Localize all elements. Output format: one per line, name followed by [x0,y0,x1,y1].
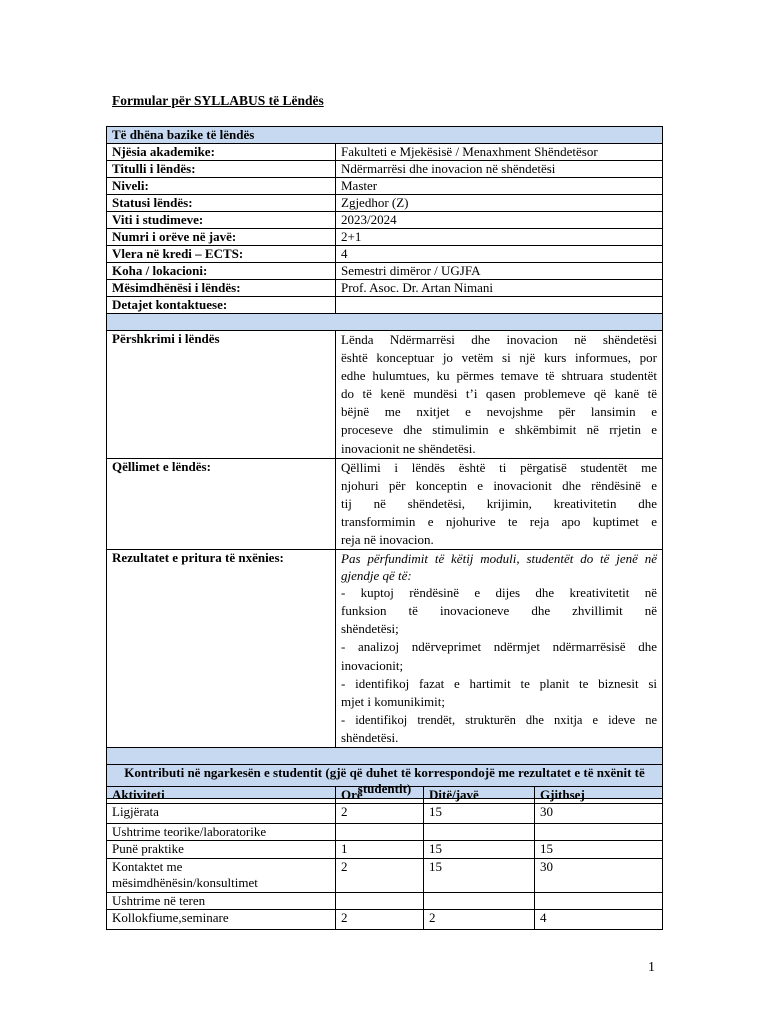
info-value-level: Master [336,178,663,195]
info-label-ects: Vlera në kredi – ECTS: [107,246,336,263]
info-label-lecturer: Mësimdhënësi i lëndës: [107,280,336,297]
activity-cell: Ushtrime në teren [107,893,336,910]
table-row [107,804,663,824]
table-row [107,841,663,859]
table-row [107,910,663,930]
column-header-total: Gjithsej [535,787,663,804]
outcome-line: - analizoj ndërveprimet ndërmjet ndërmarrësisë dhe [341,639,658,655]
goals-text [336,458,663,549]
hours-cell: 2 [336,804,424,824]
goals-line: njohuri për konceptin e inovacionit dhe rëndësinë e [341,477,658,493]
info-value-contact [336,297,663,314]
info-label-time-location: Koha / lokacioni: [107,263,336,280]
outcome-line: - kuptoj rëndësinë e dijes dhe kreativitetit në [341,585,658,601]
days-cell [424,824,535,841]
info-label-course-title: Titulli i lëndës: [107,161,336,178]
outcome-line: shëndetësi; [341,621,399,637]
days-cell [424,893,535,910]
outcome-line: - identifikoj trendët, strukturën dhe nxitja e ideve ne [341,712,658,727]
outcome-line: mjet i komunikimit; [341,693,445,709]
info-value-lecturer: Prof. Asoc. Dr. Artan Nimani [336,280,663,297]
days-cell: 15 [424,804,535,824]
total-cell: 4 [535,910,663,930]
activity-cell: Ligjërata [107,804,336,824]
basic-info-table [106,126,663,799]
column-header-hours: Orë [336,787,424,804]
table-row [107,824,663,841]
hours-cell [336,824,424,841]
goals-line: transformimin e njohurive te reja apo kuptimet e [341,513,658,529]
info-value-course-title: Ndërmarrësi dhe inovacion në shëndetësi [336,161,663,178]
description-line: bëjnë me nxitjet e nevojshme për lansimin e [341,404,658,420]
info-label-study-year: Viti i studimeve: [107,212,336,229]
basic-info-header: Të dhëna bazike të lëndës [107,127,663,144]
description-line: është konceptuar jo vetëm si një kurs informues, por [341,350,658,366]
workload-header: Kontributi në ngarkesën e studentit (gjë që duhet të korrespondojë me rezultatet e të nxënit të studentit) [107,764,663,798]
total-cell [535,893,663,910]
info-label-level: Niveli: [107,178,336,195]
description-line: Lënda Ndërmarrësi dhe inovacion në shëndetësi [341,332,658,347]
total-cell: 30 [535,859,663,893]
table-row [107,859,663,893]
outcome-line: funksion të inovacioneve dhe zhvillimit në [341,603,658,619]
column-header-days-week: Ditë/javë [424,787,535,804]
days-cell: 15 [424,859,535,893]
outcomes-intro-line: Pas përfundimit të këtij moduli, studentët do të jenë në [341,551,658,567]
outcome-line: inovacionit; [341,657,404,673]
info-label-weekly-hours: Numri i orëve në javë: [107,229,336,246]
activity-cell: Kollokfiume,seminare [107,910,336,930]
description-line: inovacionit ne shëndetësi. [341,440,476,456]
total-cell: 30 [535,804,663,824]
outcomes-label: Rezultatet e pritura të nxënies: [107,550,336,748]
days-cell: 2 [424,910,535,930]
description-line: do të kenë mundësi t’i qasen problemeve që kanë të [341,386,658,402]
description-text [336,331,663,459]
goals-line: reja në inovacion. [341,532,434,548]
goals-label: Qëllimet e lëndës: [107,458,336,549]
workload-table [106,786,663,930]
description-line: proceseve dhe stimulimin e shkëmbimit në rrjetin e [341,422,658,438]
total-cell [535,824,663,841]
spacer-row [107,747,663,764]
info-value-study-year: 2023/2024 [336,212,663,229]
goals-line: tij në shëndetësi, krijimin, kreativitetin dhe [341,495,658,511]
info-value-ects: 4 [336,246,663,263]
info-value-status: Zgjedhor (Z) [336,195,663,212]
outcomes-intro-line: gjendje që të: [341,568,412,584]
outcome-line: shëndetësi. [341,729,399,745]
spacer-row [107,314,663,331]
description-label: Përshkrimi i lëndës [107,331,336,459]
description-line: edhe hulumtues, ku përmes temave të shtruara studentët [341,368,658,384]
page-number: 1 [648,960,655,975]
info-label-academic-unit: Njësia akademike: [107,144,336,161]
hours-cell: 1 [336,841,424,859]
activity-cell: Punë praktike [107,841,336,859]
document-title: Formular për SYLLABUS të Lëndës [112,93,324,108]
outcome-line: - identifikoj fazat e hartimit te planit te biznesit si [341,675,658,691]
outcomes-text [336,550,663,748]
info-value-weekly-hours: 2+1 [336,229,663,246]
info-label-contact: Detajet kontaktuese: [107,297,336,314]
days-cell: 15 [424,841,535,859]
total-cell: 15 [535,841,663,859]
goals-line: Qëllimi i lëndës është ti përgatisë studentët me [341,459,658,475]
column-header-activity: Aktiviteti [107,787,336,804]
hours-cell [336,893,424,910]
hours-cell: 2 [336,859,424,893]
activity-cell: Kontaktet me mësimdhënësin/konsultimet [107,859,336,893]
table-row [107,893,663,910]
info-value-time-location: Semestri dimëror / UGJFA [336,263,663,280]
info-label-status: Statusi lëndës: [107,195,336,212]
activity-cell: Ushtrime teorike/laboratorike [107,824,336,841]
info-value-academic-unit: Fakulteti e Mjekësisë / Menaxhment Shëndetësor [336,144,663,161]
hours-cell: 2 [336,910,424,930]
